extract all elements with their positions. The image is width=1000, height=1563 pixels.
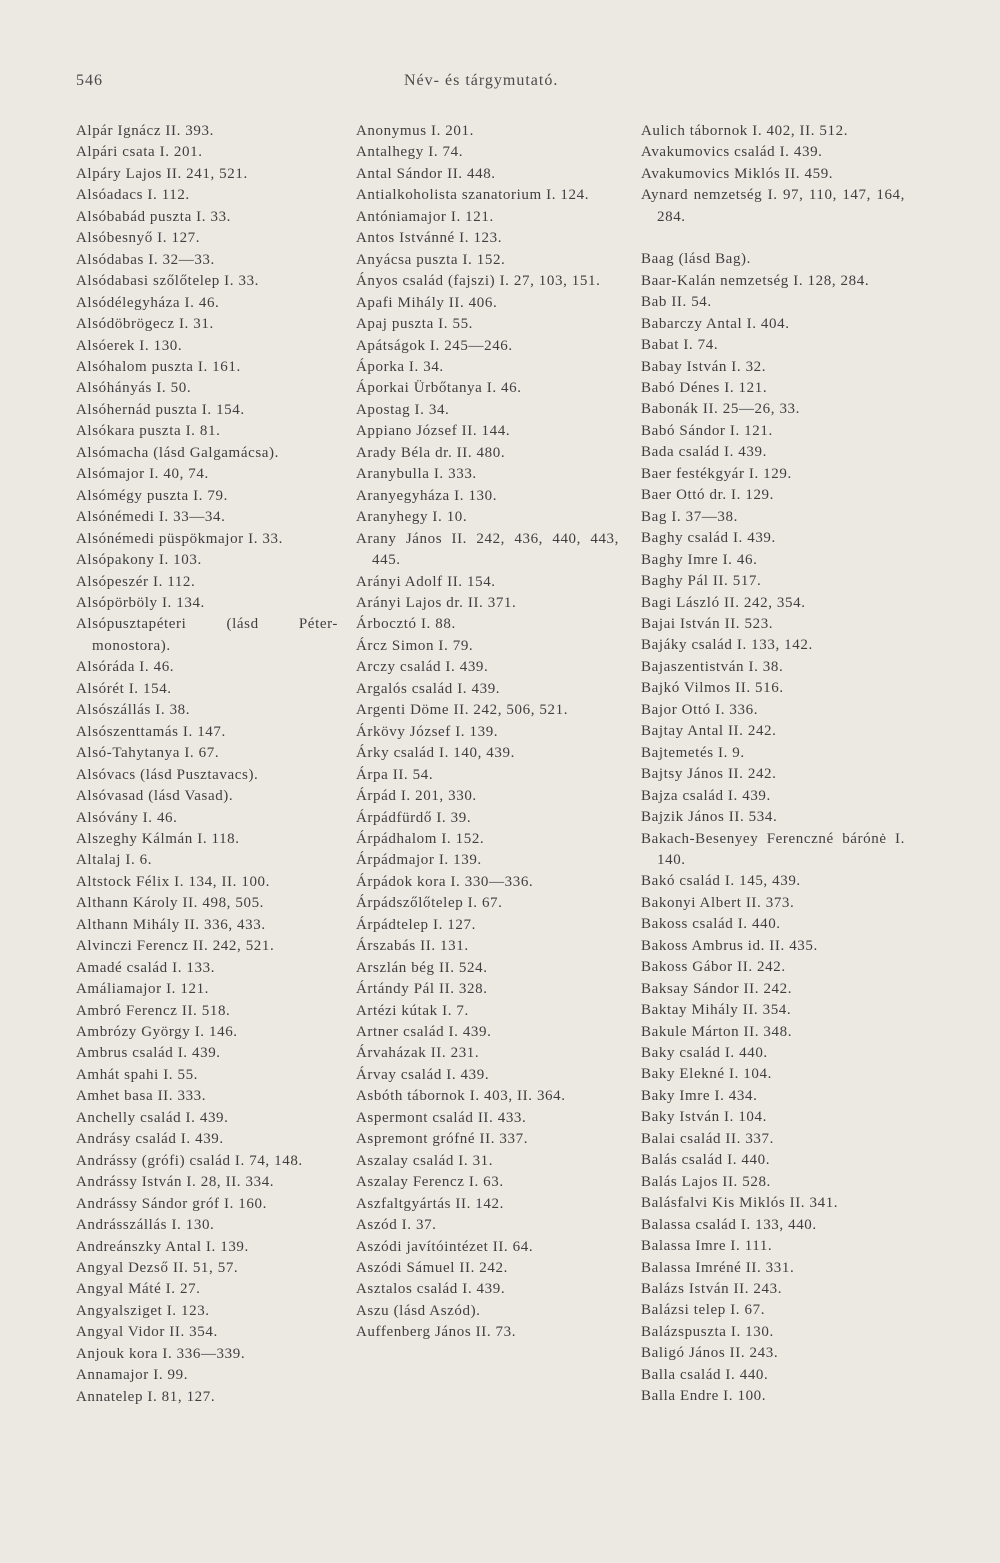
index-entry: Anonymus I. 201.	[356, 123, 474, 139]
index-entry: Alsóvasad (lásd Vasad).	[76, 788, 234, 805]
index-entry: Amadé család I. 133.	[76, 959, 216, 976]
index-entry: Ányos család (fajszi) I. 27, 103, 151.	[356, 273, 601, 290]
index-entry: Bakule Márton II. 348.	[641, 1023, 793, 1040]
index-entry: Alsókara puszta I. 81.	[76, 423, 221, 440]
index-entry: Aszalay Ferencz I. 63.	[356, 1174, 504, 1191]
index-entry: Bajza család I. 439.	[641, 787, 771, 804]
index-entry: Angyal Máté I. 27.	[76, 1281, 201, 1298]
index-entry: Baky család I. 440.	[641, 1045, 768, 1062]
index-column-2	[356, 121, 619, 1344]
index-entry: Aszód I. 37.	[356, 1217, 437, 1234]
index-entry: Árkövy József I. 139.	[356, 723, 499, 740]
index-entry: Auffenberg János II. 73.	[356, 1324, 517, 1341]
index-entry: Baar-Kalán nemzetség I. 128, 284.	[641, 272, 870, 289]
index-entry: Andrásy család I. 439.	[76, 1131, 224, 1148]
running-head: Név- és tárgymutató.	[404, 72, 559, 89]
index-column-1	[76, 121, 338, 1408]
index-entry: Alsódabasi szőlőtelep I. 33.	[76, 273, 260, 290]
index-entry: Antal Sándor II. 448.	[356, 165, 496, 182]
index-entry: Árpád I. 201, 330.	[356, 788, 477, 805]
index-entry: Argenti Döme II. 242, 506, 521.	[356, 702, 569, 719]
index-entry: Baligó János II. 243.	[641, 1345, 779, 1362]
index-entry: Árpádok kora I. 330—336.	[356, 873, 534, 890]
index-entry: Alsópörböly I. 134.	[76, 594, 205, 611]
index-entry: Bakoss Ambrus id. II. 435.	[641, 937, 818, 954]
index-entry: Angyalsziget I. 123.	[76, 1302, 210, 1319]
index-entry: Árcz Simon I. 79.	[356, 637, 474, 654]
index-entry: Ártándy Pál II. 328.	[356, 981, 488, 998]
index-entry: Alsómacha (lásd Galgamácsa).	[76, 444, 279, 461]
index-entry: Bab II. 54.	[641, 294, 712, 311]
page-header	[0, 0, 1000, 100]
index-entry: Artner család I. 439.	[356, 1024, 492, 1041]
index-entry: Aszfaltgyártás II. 142.	[356, 1195, 504, 1212]
index-entry: Avakumovics család I. 439.	[641, 144, 823, 161]
index-entry: Alsóvány I. 46.	[76, 809, 178, 826]
index-entry: Alsóhalom puszta I. 161.	[76, 358, 241, 375]
index-entry: Apafi Mihály II. 406.	[356, 294, 498, 311]
index-entry: Baghy Imre I. 46.	[641, 551, 758, 568]
index-entry: Áporkai Ürbőtanya I. 46.	[356, 380, 522, 397]
index-entry: Balassa család I. 133, 440.	[641, 1216, 817, 1233]
index-entry: Amhet basa II. 333.	[76, 1088, 207, 1105]
index-entry: Althann Károly II. 498, 505.	[76, 895, 265, 912]
index-entry: Aszódi javítóintézet II. 64.	[356, 1238, 534, 1255]
index-entry: Áporka I. 34.	[356, 358, 444, 375]
index-entry: Bajáky család I. 133, 142.	[641, 637, 813, 654]
index-entry: Apátságok I. 245—246.	[356, 337, 513, 354]
index-entry: Aspremont grófné II. 337.	[356, 1131, 529, 1148]
index-entry: Angyal Dezső II. 51, 57.	[76, 1260, 239, 1277]
index-entry: Baghy család I. 439.	[641, 530, 776, 547]
index-entry: Bajtay Antal II. 242.	[641, 723, 777, 740]
index-entry: Bajzik János II. 534.	[641, 809, 778, 826]
index-entry: Arady Béla dr. II. 480.	[356, 444, 506, 461]
index-entry: Alsóvacs (lásd Pusztavacs).	[76, 766, 259, 783]
index-entry: Aranybulla I. 333.	[356, 466, 477, 483]
index-entry: Arczy család I. 439.	[356, 659, 489, 676]
index-entry: Antialkoholista szanatorium I. 124.	[356, 187, 590, 204]
index-entry: Arany János II. 242, 436, 440, 443, 445.	[356, 530, 619, 569]
index-entry: Babat I. 74.	[641, 337, 719, 354]
index-entry: Alsórét I. 154.	[76, 680, 172, 697]
index-entry: Baktay Mihály II. 354.	[641, 1002, 792, 1019]
index-entry: Althann Mihály II. 336, 433.	[76, 916, 266, 933]
index-entry: Balla Endre I. 100.	[641, 1388, 767, 1405]
index-entry: Árpádhalom I. 152.	[356, 830, 485, 847]
index-entry: Alsószenttamás I. 147.	[76, 723, 226, 740]
index-entry: Apostag I. 34.	[356, 401, 450, 418]
index-entry: Alsónémedi püspökmajor I. 33.	[76, 530, 283, 547]
index-entry: Altalaj I. 6.	[76, 852, 153, 869]
index-entry: Antalhegy I. 74.	[356, 144, 464, 161]
index-entry: Alsó-Tahytanya I. 67.	[76, 745, 220, 762]
index-entry: Babay István I. 32.	[641, 358, 767, 375]
index-entry: Alpár Ignácz II. 393.	[76, 123, 214, 139]
index-entry: Alsómajor I. 40, 74.	[76, 466, 209, 483]
index-entry: Alszeghy Kálmán I. 118.	[76, 830, 240, 847]
index-entry: Alsóerek I. 130.	[76, 337, 183, 354]
index-entry: Árky család I. 140, 439.	[356, 745, 515, 762]
index-entry: Altstock Félix I. 134, II. 100.	[76, 873, 271, 890]
index-entry: Bajtemetés I. 9.	[641, 744, 745, 761]
index-entry: Annatelep I. 81, 127.	[76, 1388, 216, 1405]
index-entry: Andrássy István I. 28, II. 334.	[76, 1174, 275, 1191]
page-number: 546	[76, 72, 103, 89]
index-entry: Árpádszőlőtelep I. 67.	[356, 895, 503, 912]
index-entry: Aspermont család II. 433.	[356, 1109, 527, 1126]
index-entry: Ambró Ferencz II. 518.	[76, 1002, 231, 1019]
index-entry: Baky István I. 104.	[641, 1109, 767, 1126]
index-entry: Alvinczi Ferencz II. 242, 521.	[76, 938, 275, 955]
index-entry: Balásfalvi Kis Miklós II. 341.	[641, 1195, 839, 1212]
index-entry: Babonák II. 25—26, 33.	[641, 401, 801, 418]
index-entry: Árvaházak II. 231.	[356, 1045, 480, 1062]
index-entry: Alsódöbrögecz I. 31.	[76, 316, 214, 333]
index-entry: Babarczy Antal I. 404.	[641, 315, 790, 332]
index-entry: Aszu (lásd Aszód).	[356, 1302, 481, 1319]
index-entry: Anjouk kora I. 336—339.	[76, 1345, 246, 1362]
index-entry: Baer Ottó dr. I. 129.	[641, 487, 774, 504]
index-entry: Alsódabas I. 32—33.	[76, 251, 215, 268]
index-entry: Alsódélegyháza I. 46.	[76, 294, 220, 311]
index-entry: Alsószállás I. 38.	[76, 702, 191, 719]
index-entry: Alsóbabád puszta I. 33.	[76, 208, 232, 225]
index-entry: Baer festékgyár I. 129.	[641, 465, 792, 482]
index-entry: Aulich tábornok I. 402, II. 512.	[641, 123, 849, 139]
index-entry: Balassa Imre I. 111.	[641, 1238, 773, 1255]
index-entry: Asbóth tábornok I. 403, II. 364.	[356, 1088, 566, 1105]
index-entry: Árpádtelep I. 127.	[356, 916, 476, 933]
index-entry: Bag I. 37—38.	[641, 508, 738, 525]
index-entry: Balázs István II. 243.	[641, 1281, 783, 1298]
index-entry: Alsóráda I. 46.	[76, 659, 175, 676]
index-entry: Alsóadacs I. 112.	[76, 187, 190, 204]
index-entry: Baag (lásd Bag).	[641, 251, 751, 268]
index-entry: Aszódi Sámuel II. 242.	[356, 1260, 508, 1277]
index-entry: Ambrus család I. 439.	[76, 1045, 221, 1062]
index-entry: Andreánszky Antal I. 139.	[76, 1238, 249, 1255]
index-entry: Bajaszentistván I. 38.	[641, 658, 784, 675]
index-entry: Annamajor I. 99.	[76, 1367, 189, 1384]
index-entry: Balai család II. 337.	[641, 1130, 774, 1147]
index-entry: Árpa II. 54.	[356, 766, 434, 783]
index-entry: Babó Dénes I. 121.	[641, 379, 768, 396]
index-entry: Bajtsy János II. 242.	[641, 766, 777, 783]
index-entry: Anchelly család I. 439.	[76, 1109, 229, 1126]
index-entry: Bakoss család I. 440.	[641, 916, 781, 933]
index-entry: Bajor Ottó I. 336.	[641, 701, 759, 718]
index-entry: Arszlán bég II. 524.	[356, 959, 488, 976]
index-entry: Balla család I. 440.	[641, 1366, 769, 1383]
index-entry: Arányi Adolf II. 154.	[356, 573, 496, 590]
index-entry: Bakoss Gábor II. 242.	[641, 959, 786, 976]
index-entry: Balás Lajos II. 528.	[641, 1173, 771, 1190]
index-entry: Apaj puszta I. 55.	[356, 316, 474, 333]
index-entry: Alsóhernád puszta I. 154.	[76, 401, 245, 418]
index-entry: Antóniamajor I. 121.	[356, 208, 494, 225]
index-entry: Alpáry Lajos II. 241, 521.	[76, 165, 248, 182]
index-entry: Bagi László II. 242, 354.	[641, 594, 806, 611]
index-entry: Ambrózy György I. 146.	[76, 1024, 238, 1041]
index-entry: Anyácsa puszta I. 152.	[356, 251, 506, 268]
index-entry: Amáliamajor I. 121.	[76, 981, 210, 998]
index-entry: Aszalay család I. 31.	[356, 1152, 494, 1169]
index-entry: Baksay Sándor II. 242.	[641, 980, 793, 997]
index-entry: Bakó család I. 145, 439.	[641, 873, 801, 890]
index-entry: Alsópakony I. 103.	[76, 552, 202, 569]
index-entry: Alpári csata I. 201.	[76, 144, 203, 161]
index-entry: Árpádmajor I. 139.	[356, 852, 482, 869]
index-entry: Bakonyi Albert II. 373.	[641, 894, 795, 911]
index-entry: Appiano József II. 144.	[356, 423, 511, 440]
index-entry: Alsópusztapéteri (lásd Péter-monostora).	[76, 616, 338, 654]
index-entry: Andrássy (grófi) család I. 74, 148.	[76, 1152, 303, 1169]
index-entry: Bajai István II. 523.	[641, 615, 774, 632]
index-entry: Arányi Lajos dr. II. 371.	[356, 594, 517, 611]
index-entry: Aranyegyháza I. 130.	[356, 487, 498, 504]
index-entry: Aranyhegy I. 10.	[356, 509, 468, 526]
index-entry: Artézi kútak I. 7.	[356, 1002, 469, 1019]
index-entry: Bada család I. 439.	[641, 444, 767, 461]
index-entry: Baky Imre I. 434.	[641, 1087, 758, 1104]
index-entry: Balassa Imréné II. 331.	[641, 1259, 795, 1276]
index-entry: Babó Sándor I. 121.	[641, 422, 773, 439]
index-entry: Alsóbesnyő I. 127.	[76, 230, 201, 247]
index-entry: Árpádfürdő I. 39.	[356, 809, 472, 826]
index-entry: Alsóhányás I. 50.	[76, 380, 192, 397]
index-entry: Argalós család I. 439.	[356, 680, 501, 697]
index-entry: Avakumovics Miklós II. 459.	[641, 165, 834, 182]
index-entry: Árvay család I. 439.	[356, 1066, 490, 1083]
index-entry: Balás család I. 440.	[641, 1152, 771, 1169]
index-entry: Árszabás II. 131.	[356, 938, 469, 955]
index-entry: Andrásszállás I. 130.	[76, 1217, 215, 1234]
index-entry: Bajkó Vilmos II. 516.	[641, 680, 784, 697]
index-entry: Amhát spahi I. 55.	[76, 1066, 199, 1083]
index-entry: Árbocztó I. 88.	[356, 616, 456, 633]
index-entry: Antos Istvánné I. 123.	[356, 230, 503, 247]
index-entry: Baky Elekné I. 104.	[641, 1066, 772, 1083]
index-entry: Aynard nemzetség I. 97, 110, 147, 164, 284.	[641, 187, 905, 225]
index-entry: Angyal Vidor II. 354.	[76, 1324, 218, 1341]
index-entry: Balázspuszta I. 130.	[641, 1323, 774, 1340]
index-entry: Bakach-Besenyey Ferenczné bárónė I. 140.	[641, 830, 905, 868]
index-entry: Asztalos család I. 439.	[356, 1281, 506, 1298]
index-entry: Balázsi telep I. 67.	[641, 1302, 766, 1319]
index-entry: Alsónémedi I. 33—34.	[76, 509, 226, 526]
index-entry: Andrássy Sándor gróf I. 160.	[76, 1195, 267, 1212]
index-entry: Baghy Pál II. 517.	[641, 573, 762, 590]
index-column-3	[641, 121, 905, 1408]
index-entry: Alsópeszér I. 112.	[76, 573, 196, 590]
index-entry: Alsómégy puszta I. 79.	[76, 487, 228, 504]
